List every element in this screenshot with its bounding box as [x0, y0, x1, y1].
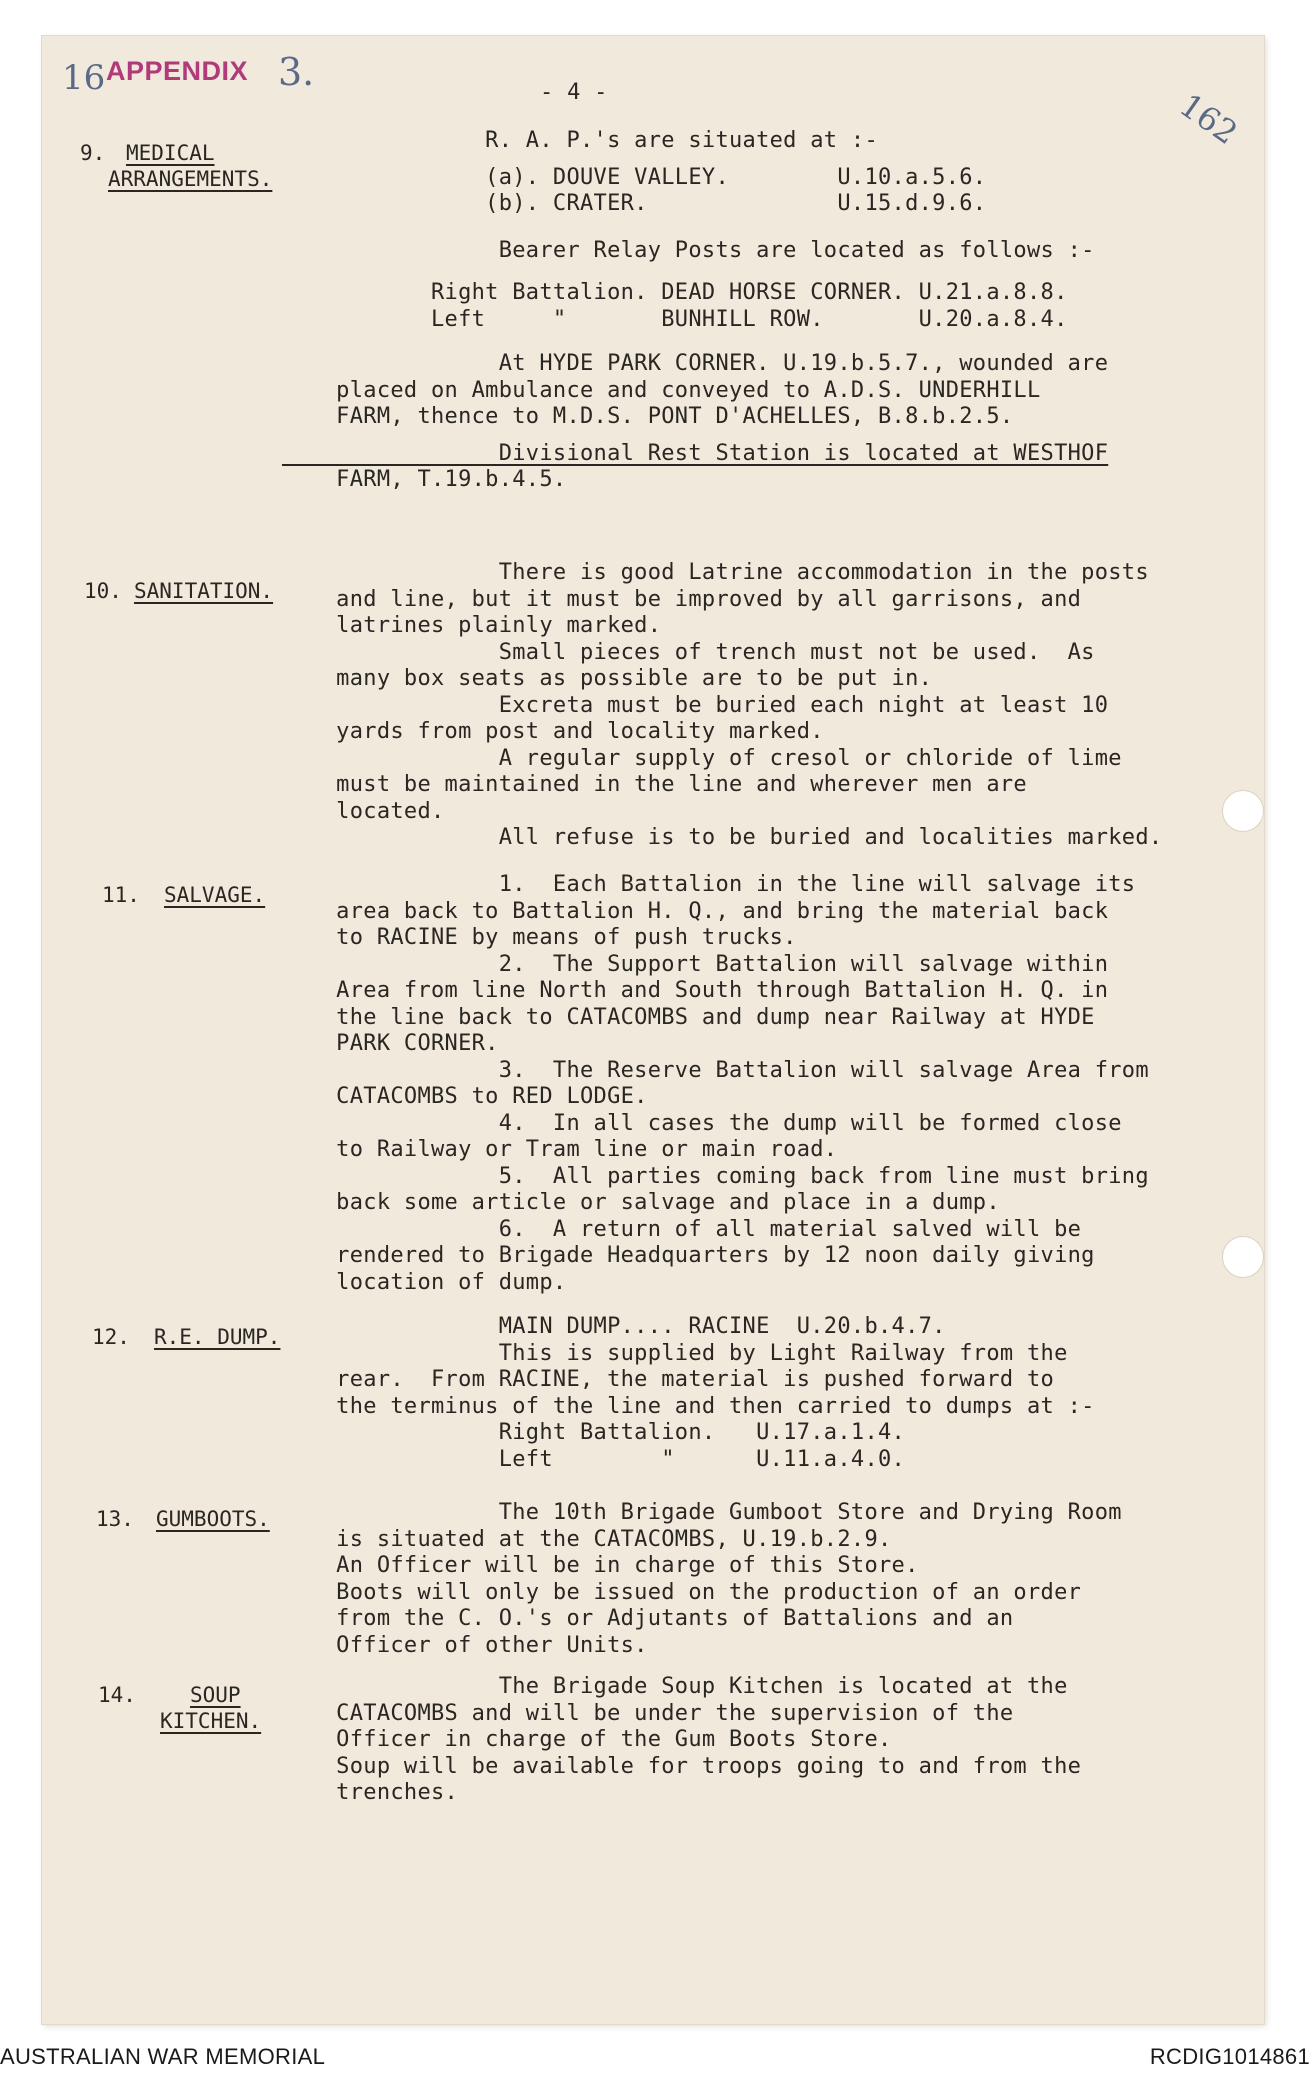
text-line: This is supplied by Light Railway from the [282, 1340, 1068, 1366]
text-line: A regular supply of cresol or chloride of lime [282, 745, 1122, 771]
section-9-heading-line-1: MEDICAL [126, 141, 215, 165]
text-line [282, 264, 1108, 280]
text-line: location of dump. [282, 1269, 567, 1295]
text-line: Boots will only be issued on the production of an order [282, 1579, 1082, 1605]
text-line: many box seats as possible are to be put in. [282, 666, 933, 691]
section-14-heading-line-2: KITCHEN. [160, 1709, 262, 1733]
text-line: PARK CORNER. [282, 1031, 499, 1056]
text-line: area back to Battalion H. Q., and bring the material back [282, 898, 1109, 924]
section-11-body [282, 872, 1149, 1296]
text-line: FARM, T.19.b.4.5. [282, 467, 567, 492]
punch-hole-lower [1222, 1236, 1264, 1278]
text-line: yards from post and locality marked. [282, 719, 824, 744]
text-line: Officer of other Units. [282, 1632, 648, 1658]
text-line: 4. In all cases the dump will be formed close [282, 1110, 1122, 1136]
section-14-body [282, 1674, 1081, 1807]
text-line: Right Battalion. DEAD HORSE CORNER. U.21.a.8.8. [282, 280, 1068, 305]
text-line: 2. The Support Battalion will salvage within [282, 951, 1109, 977]
footer-source: AUSTRALIAN WAR MEMORIAL [0, 2044, 326, 2069]
text-line: Soup will be available for troops going to and from the [282, 1753, 1082, 1779]
text-line: 6. A return of all material salved will be [282, 1216, 1082, 1242]
text-line: Left " U.11.a.4.0. [282, 1446, 906, 1472]
section-10-number: 10. [84, 579, 122, 603]
text-line: 5. All parties coming back from line must bring [282, 1163, 1149, 1189]
footer-record-id: RCDIG1014861 [1149, 2044, 1310, 2069]
section-12-body [282, 1314, 1095, 1473]
section-13-heading: GUMBOOTS. [156, 1507, 270, 1531]
text-line: and line, but it must be improved by all garrisons, and [282, 586, 1082, 612]
text-line: Officer in charge of the Gum Boots Store. [282, 1727, 892, 1752]
text-line [282, 431, 1108, 441]
text-line: back some article or salvage and place in a dump. [282, 1190, 1000, 1215]
text-line: All refuse is to be buried and localities marked. [282, 825, 1163, 850]
text-line: from the C. O.'s or Adjutants of Battalions and an [282, 1606, 1014, 1631]
text-line: rendered to Brigade Headquarters by 12 noon daily giving [282, 1243, 1095, 1268]
text-line: trenches. [282, 1780, 459, 1805]
text-line: rear. From RACINE, the material is pushed forward to [282, 1367, 1055, 1392]
text-line: (b). CRATER. U.15.d.9.6. [282, 191, 987, 216]
pencil-appendix-number: 3. [278, 50, 315, 94]
text-line: Divisional Rest Station is located at WESTHOF [282, 440, 1109, 466]
text-line: Excreta must be buried each night at least 10 [282, 692, 1109, 718]
appendix-stamp: APPENDIX [106, 56, 249, 86]
text-line: MAIN DUMP.... RACINE U.20.b.4.7. [282, 1314, 946, 1339]
text-line [282, 218, 1108, 238]
punch-hole-upper [1222, 790, 1264, 832]
section-14-number: 14. [98, 1683, 136, 1707]
text-line: R. A. P.'s are situated at :- [282, 128, 878, 153]
text-line: placed on Ambulance and conveyed to A.D.S. UNDERHILL [282, 377, 1041, 403]
text-line: Bearer Relay Posts are located as follows :- [282, 237, 1095, 263]
text-line: At HYDE PARK CORNER. U.19.b.5.7., wounded are [282, 351, 1109, 376]
text-line: CATACOMBS and will be under the supervision of the [282, 1700, 1014, 1726]
section-12-number: 12. [92, 1325, 130, 1349]
text-line: Small pieces of trench must not be used. As [282, 639, 1095, 665]
section-13-body [282, 1500, 1122, 1659]
text-line: The Brigade Soup Kitchen is located at the [282, 1674, 1068, 1699]
text-line: 1. Each Battalion in the line will salvage its [282, 872, 1136, 897]
text-line: (a). DOUVE VALLEY. U.10.a.5.6. [282, 164, 987, 190]
section-10-body [282, 560, 1162, 852]
page-number: - 4 - [540, 80, 608, 105]
pencil-page-number: 16 [62, 58, 106, 98]
text-line: to RACINE by means of push trucks. [282, 925, 797, 950]
text-line: An Officer will be in charge of this Store. [282, 1553, 919, 1578]
section-14-heading-line-1: SOUP [190, 1683, 241, 1707]
section-11-number: 11. [102, 883, 140, 907]
text-line: CATACOMBS to RED LODGE. [282, 1084, 648, 1109]
section-11-heading: SALVAGE. [164, 883, 266, 907]
text-line: 3. The Reserve Battalion will salvage Area from [282, 1057, 1149, 1083]
section-13-number: 13. [96, 1507, 134, 1531]
section-9-heading-line-2: ARRANGEMENTS. [108, 167, 273, 191]
text-line: latrines plainly marked. [282, 613, 662, 638]
text-line: Area from line North and South through Battalion H. Q. in [282, 978, 1109, 1003]
text-line: FARM, thence to M.D.S. PONT D'ACHELLES, B.8.b.2.5. [282, 404, 1014, 429]
text-line: Left " BUNHILL ROW. U.20.a.8.4. [282, 306, 1068, 332]
section-9-body [282, 128, 1108, 494]
text-line: the line back to CATACOMBS and dump near Railway at HYDE [282, 1004, 1095, 1030]
folio-number: 162 [1172, 85, 1245, 153]
text-line: The 10th Brigade Gumboot Store and Drying Room [282, 1500, 1122, 1525]
section-12-heading: R.E. DUMP. [154, 1325, 281, 1349]
text-line [282, 333, 1108, 351]
text-line: Right Battalion. U.17.a.1.4. [282, 1420, 906, 1445]
text-line: to Railway or Tram line or main road. [282, 1137, 838, 1162]
text-line: located. [282, 798, 445, 824]
text-line [282, 155, 1108, 165]
text-line: the terminus of the line and then carried to dumps at :- [282, 1393, 1095, 1419]
section-10-heading: SANITATION. [134, 579, 274, 603]
text-line: is situated at the CATACOMBS, U.19.b.2.9. [282, 1526, 892, 1552]
text-line: must be maintained in the line and wherever men are [282, 772, 1027, 797]
text-line: There is good Latrine accommodation in the posts [282, 560, 1149, 585]
section-9-number: 9. [80, 141, 106, 165]
